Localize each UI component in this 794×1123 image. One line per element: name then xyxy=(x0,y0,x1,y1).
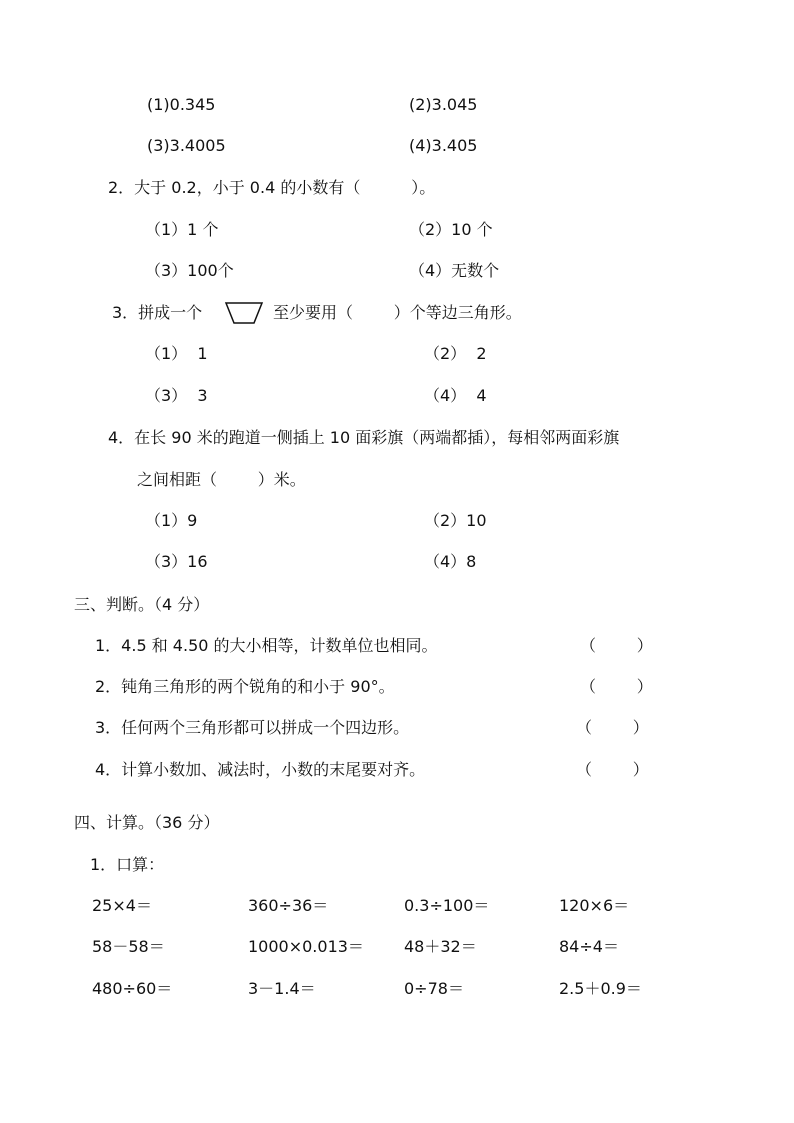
q1-option-3: (3)3.4005 xyxy=(147,136,226,155)
calc-r3-c1: 480÷60＝ xyxy=(92,979,173,998)
q2-option-3: （3）100个 xyxy=(145,261,234,280)
q2-text: 2．大于 0.2，小于 0.4 的小数有（ ）。 xyxy=(108,178,436,197)
q3-option-2: （2） 2 xyxy=(424,344,487,363)
judge-answer-1[interactable]: （ ） xyxy=(580,636,653,655)
q4-option-2: （2）10 xyxy=(424,511,487,530)
trapezoid-icon xyxy=(224,300,264,326)
q4-option-3: （3）16 xyxy=(145,552,208,571)
q1-option-2: (2)3.045 xyxy=(409,95,478,114)
judge-answer-4[interactable]: （ ） xyxy=(576,760,649,779)
q2-option-1: （1）1 个 xyxy=(145,220,219,239)
calc-r1-c1: 25×4＝ xyxy=(92,896,152,915)
q4-line-2: 之间相距（ ）米。 xyxy=(137,470,306,489)
q4-line-1: 4．在长 90 米的跑道一侧插上 10 面彩旗（两端都插），每相邻两面彩旗 xyxy=(108,428,620,447)
q4-option-1: （1）9 xyxy=(145,511,198,530)
q3-option-3: （3） 3 xyxy=(145,386,208,405)
oral-calc-label: 1．口算： xyxy=(90,855,165,874)
section-4-title: 四、计算。（36 分） xyxy=(74,813,220,832)
calc-r2-c1: 58－58＝ xyxy=(92,937,165,956)
q4-option-4: （4）8 xyxy=(424,552,477,571)
judge-item-4: 4．计算小数加、减法时，小数的末尾要对齐。 xyxy=(95,760,426,779)
judge-item-2: 2．钝角三角形的两个锐角的和小于 90°。 xyxy=(95,677,395,696)
calc-r1-c3: 0.3÷100＝ xyxy=(404,896,490,915)
calc-r2-c2: 1000×0.013＝ xyxy=(248,937,364,956)
q3-option-4: （4） 4 xyxy=(424,386,487,405)
q3-prefix: 3．拼成一个 xyxy=(112,303,203,322)
calc-r2-c3: 48＋32＝ xyxy=(404,937,477,956)
q2-option-2: （2）10 个 xyxy=(409,220,493,239)
calc-r1-c4: 120×6＝ xyxy=(559,896,630,915)
calc-r3-c4: 2.5＋0.9＝ xyxy=(559,979,642,998)
judge-answer-2[interactable]: （ ） xyxy=(580,677,653,696)
q3-option-1: （1） 1 xyxy=(145,344,208,363)
judge-item-1: 1．4.5 和 4.50 的大小相等，计数单位也相同。 xyxy=(95,636,438,655)
q3-suffix: 至少要用（ ）个等边三角形。 xyxy=(273,303,522,322)
section-3-title: 三、判断。（4 分） xyxy=(74,595,210,614)
calc-r3-c2: 3－1.4＝ xyxy=(248,979,316,998)
q1-option-4: (4)3.405 xyxy=(409,136,478,155)
calc-r3-c3: 0÷78＝ xyxy=(404,979,464,998)
q1-option-1: (1)0.345 xyxy=(147,95,216,114)
calc-r2-c4: 84÷4＝ xyxy=(559,937,619,956)
calc-r1-c2: 360÷36＝ xyxy=(248,896,329,915)
judge-answer-3[interactable]: （ ） xyxy=(576,718,649,737)
judge-item-3: 3．任何两个三角形都可以拼成一个四边形。 xyxy=(95,718,410,737)
q2-option-4: （4）无数个 xyxy=(409,261,500,280)
